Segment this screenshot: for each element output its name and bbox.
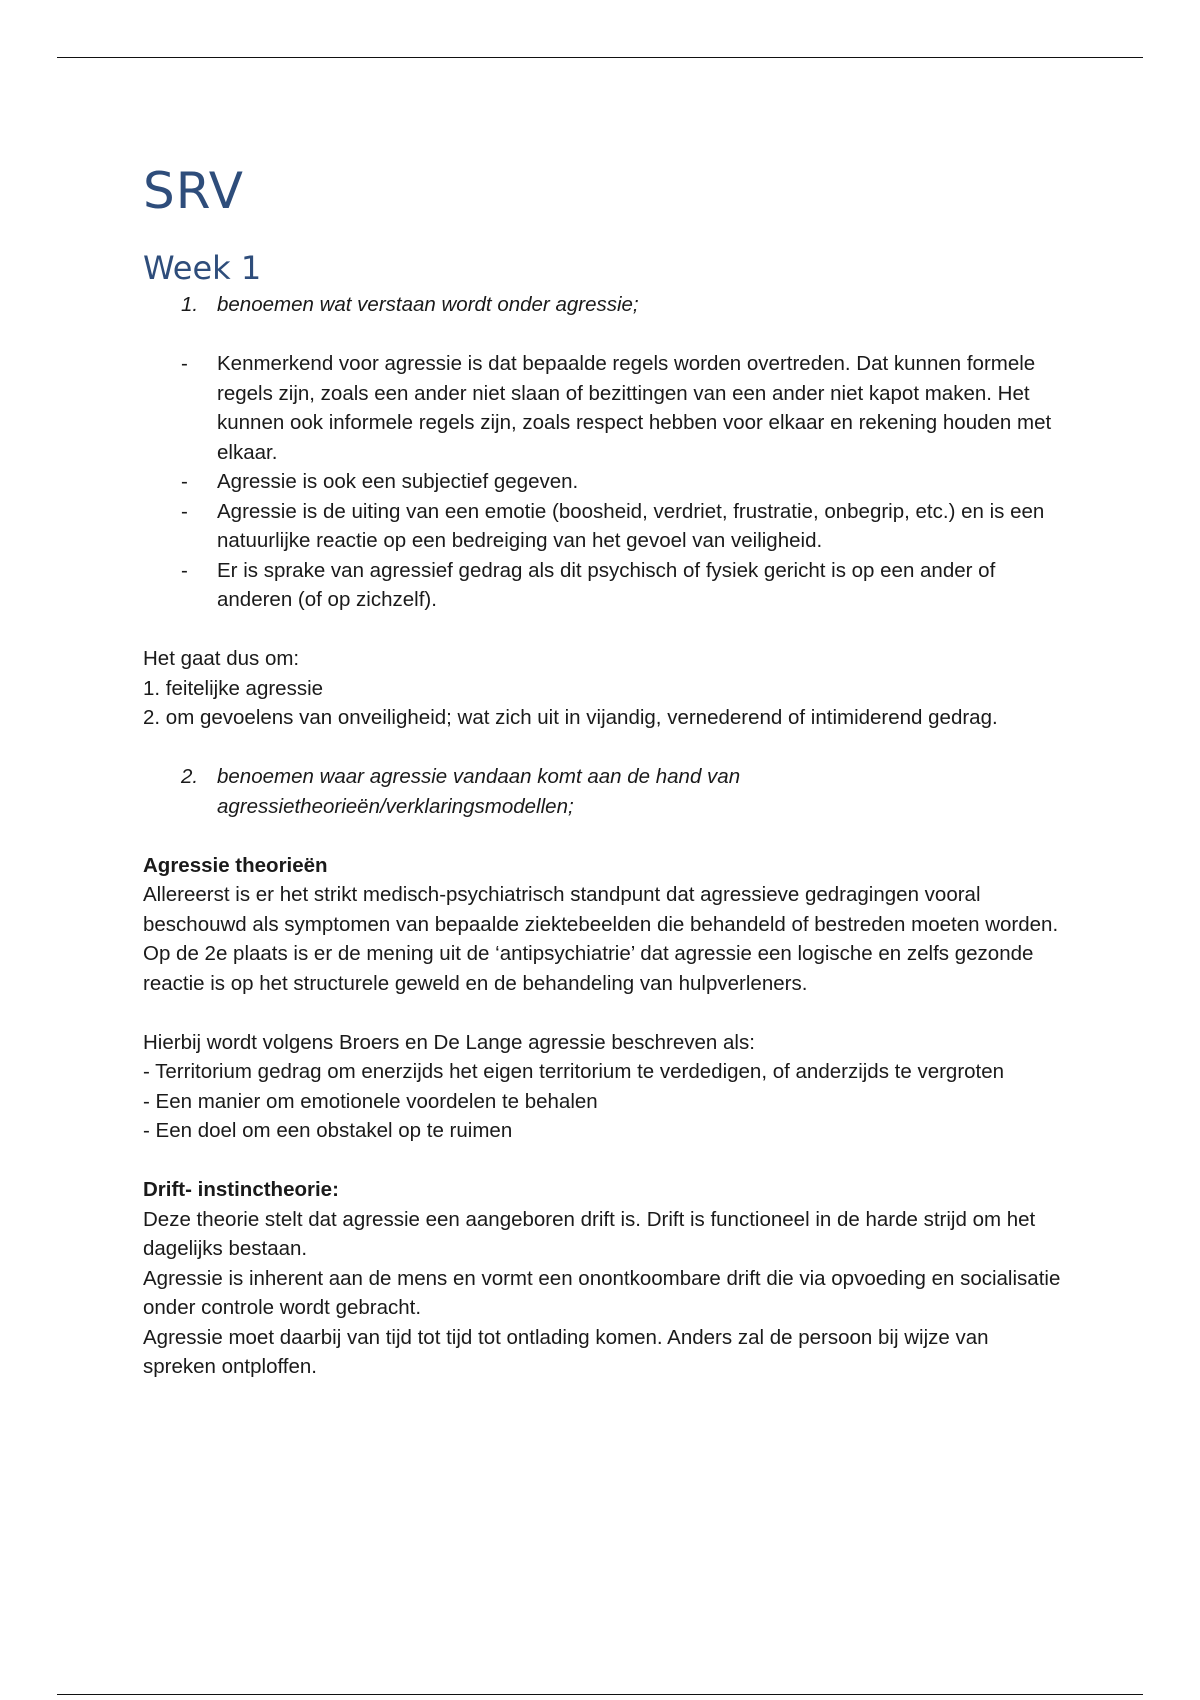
footer-rule (57, 1694, 1143, 1695)
list-item-text: Er is sprake van agressief gedrag als dit psychisch of fysiek gericht is op een ander of anderen (of op zichzelf). (217, 558, 996, 611)
list-item (143, 467, 1063, 497)
objective-number: 1. (181, 293, 199, 316)
summary-intro: Het gaat dus om: (143, 647, 300, 670)
document-body (143, 290, 1063, 1382)
summary-item-1: 1. feitelijke agressie (143, 676, 324, 700)
summary-item-2: 2. om gevoelens van onveiligheid; wat zich uit in vijandig, vernederend of intimiderend gedrag. (143, 706, 998, 729)
paragraph: Op de 2e plaats is er de mening uit de ‘antipsychiatrie’ dat agressie een logische en zelfs gezonde reactie is op het structurele geweld en de behandeling van hulpverleners. (143, 942, 1034, 995)
document-subtitle: Week 1 (143, 249, 262, 287)
header-rule (57, 57, 1143, 58)
dash-marker: - (181, 558, 188, 582)
theory-item: - Een doel om een obstakel op te ruimen (143, 1119, 513, 1142)
dash-marker: - (181, 470, 188, 493)
theory-item: - Een manier om emotionele voordelen te behalen (143, 1089, 598, 1113)
objective-number: 2. (181, 765, 199, 788)
paragraph: Allereerst is er het strikt medisch-psychiatrisch standpunt dat agressieve gedragingen vooral beschouwd als symptomen van bepaalde ziektebeelden die behandeld of bestreden moeten worden. (143, 883, 1059, 936)
section-heading-drift: Drift- instinctheorie: (143, 1178, 339, 1201)
dash-marker: - (181, 352, 188, 375)
objective-text: benoemen wat verstaan wordt onder agressie; (217, 293, 639, 316)
list-item (143, 497, 1063, 556)
list-item (143, 349, 1063, 467)
list-item-text: Agressie is ook een subjectief gegeven. (217, 470, 579, 493)
list-item-text: Kenmerkend voor agressie is dat bepaalde regels worden overtreden. Dat kunnen formele regels zijn, zoals een ander niet slaan of bezittingen van een ander niet kapot maken. Het kunnen ook informele regels zijn, zoals respect hebben voor elkaar en rekening houden met elkaar. (217, 352, 1052, 464)
definition-list (143, 349, 1063, 615)
document-title: SRV (143, 162, 244, 220)
theory-item: - Territorium gedrag om enerzijds het eigen territorium te verdedigen, of anderzijds te vergroten (143, 1060, 1005, 1083)
paragraph: Agressie is inherent aan de mens en vormt een onontkoombare drift die via opvoeding en socialisatie onder controle wordt gebracht. (143, 1266, 1061, 1319)
list-item-text: Agressie is de uiting van een emotie (boosheid, verdriet, frustratie, onbegrip, etc.) en is een natuurlijke reactie op een bedreiging van het gevoel van veiligheid. (217, 499, 1045, 552)
paragraph: Deze theorie stelt dat agressie een aangeboren drift is. Drift is functioneel in de harde strijd om het dagelijks bestaan. (143, 1207, 1036, 1260)
section-heading-theories: Agressie theorieën (143, 853, 328, 877)
paragraph: Agressie moet daarbij van tijd tot tijd tot ontlading komen. Anders zal de persoon bij wijze van spreken ontploffen. (143, 1325, 989, 1378)
paragraph: Hierbij wordt volgens Broers en De Lange agressie beschreven als: (143, 1030, 755, 1054)
objective-text: benoemen waar agressie vandaan komt aan de hand van agressietheorieën/verklaringsmodellen; (217, 765, 741, 818)
dash-marker: - (181, 499, 188, 523)
learning-objective-2 (143, 762, 1063, 821)
list-item (143, 556, 1063, 615)
learning-objective-1 (143, 290, 1063, 320)
